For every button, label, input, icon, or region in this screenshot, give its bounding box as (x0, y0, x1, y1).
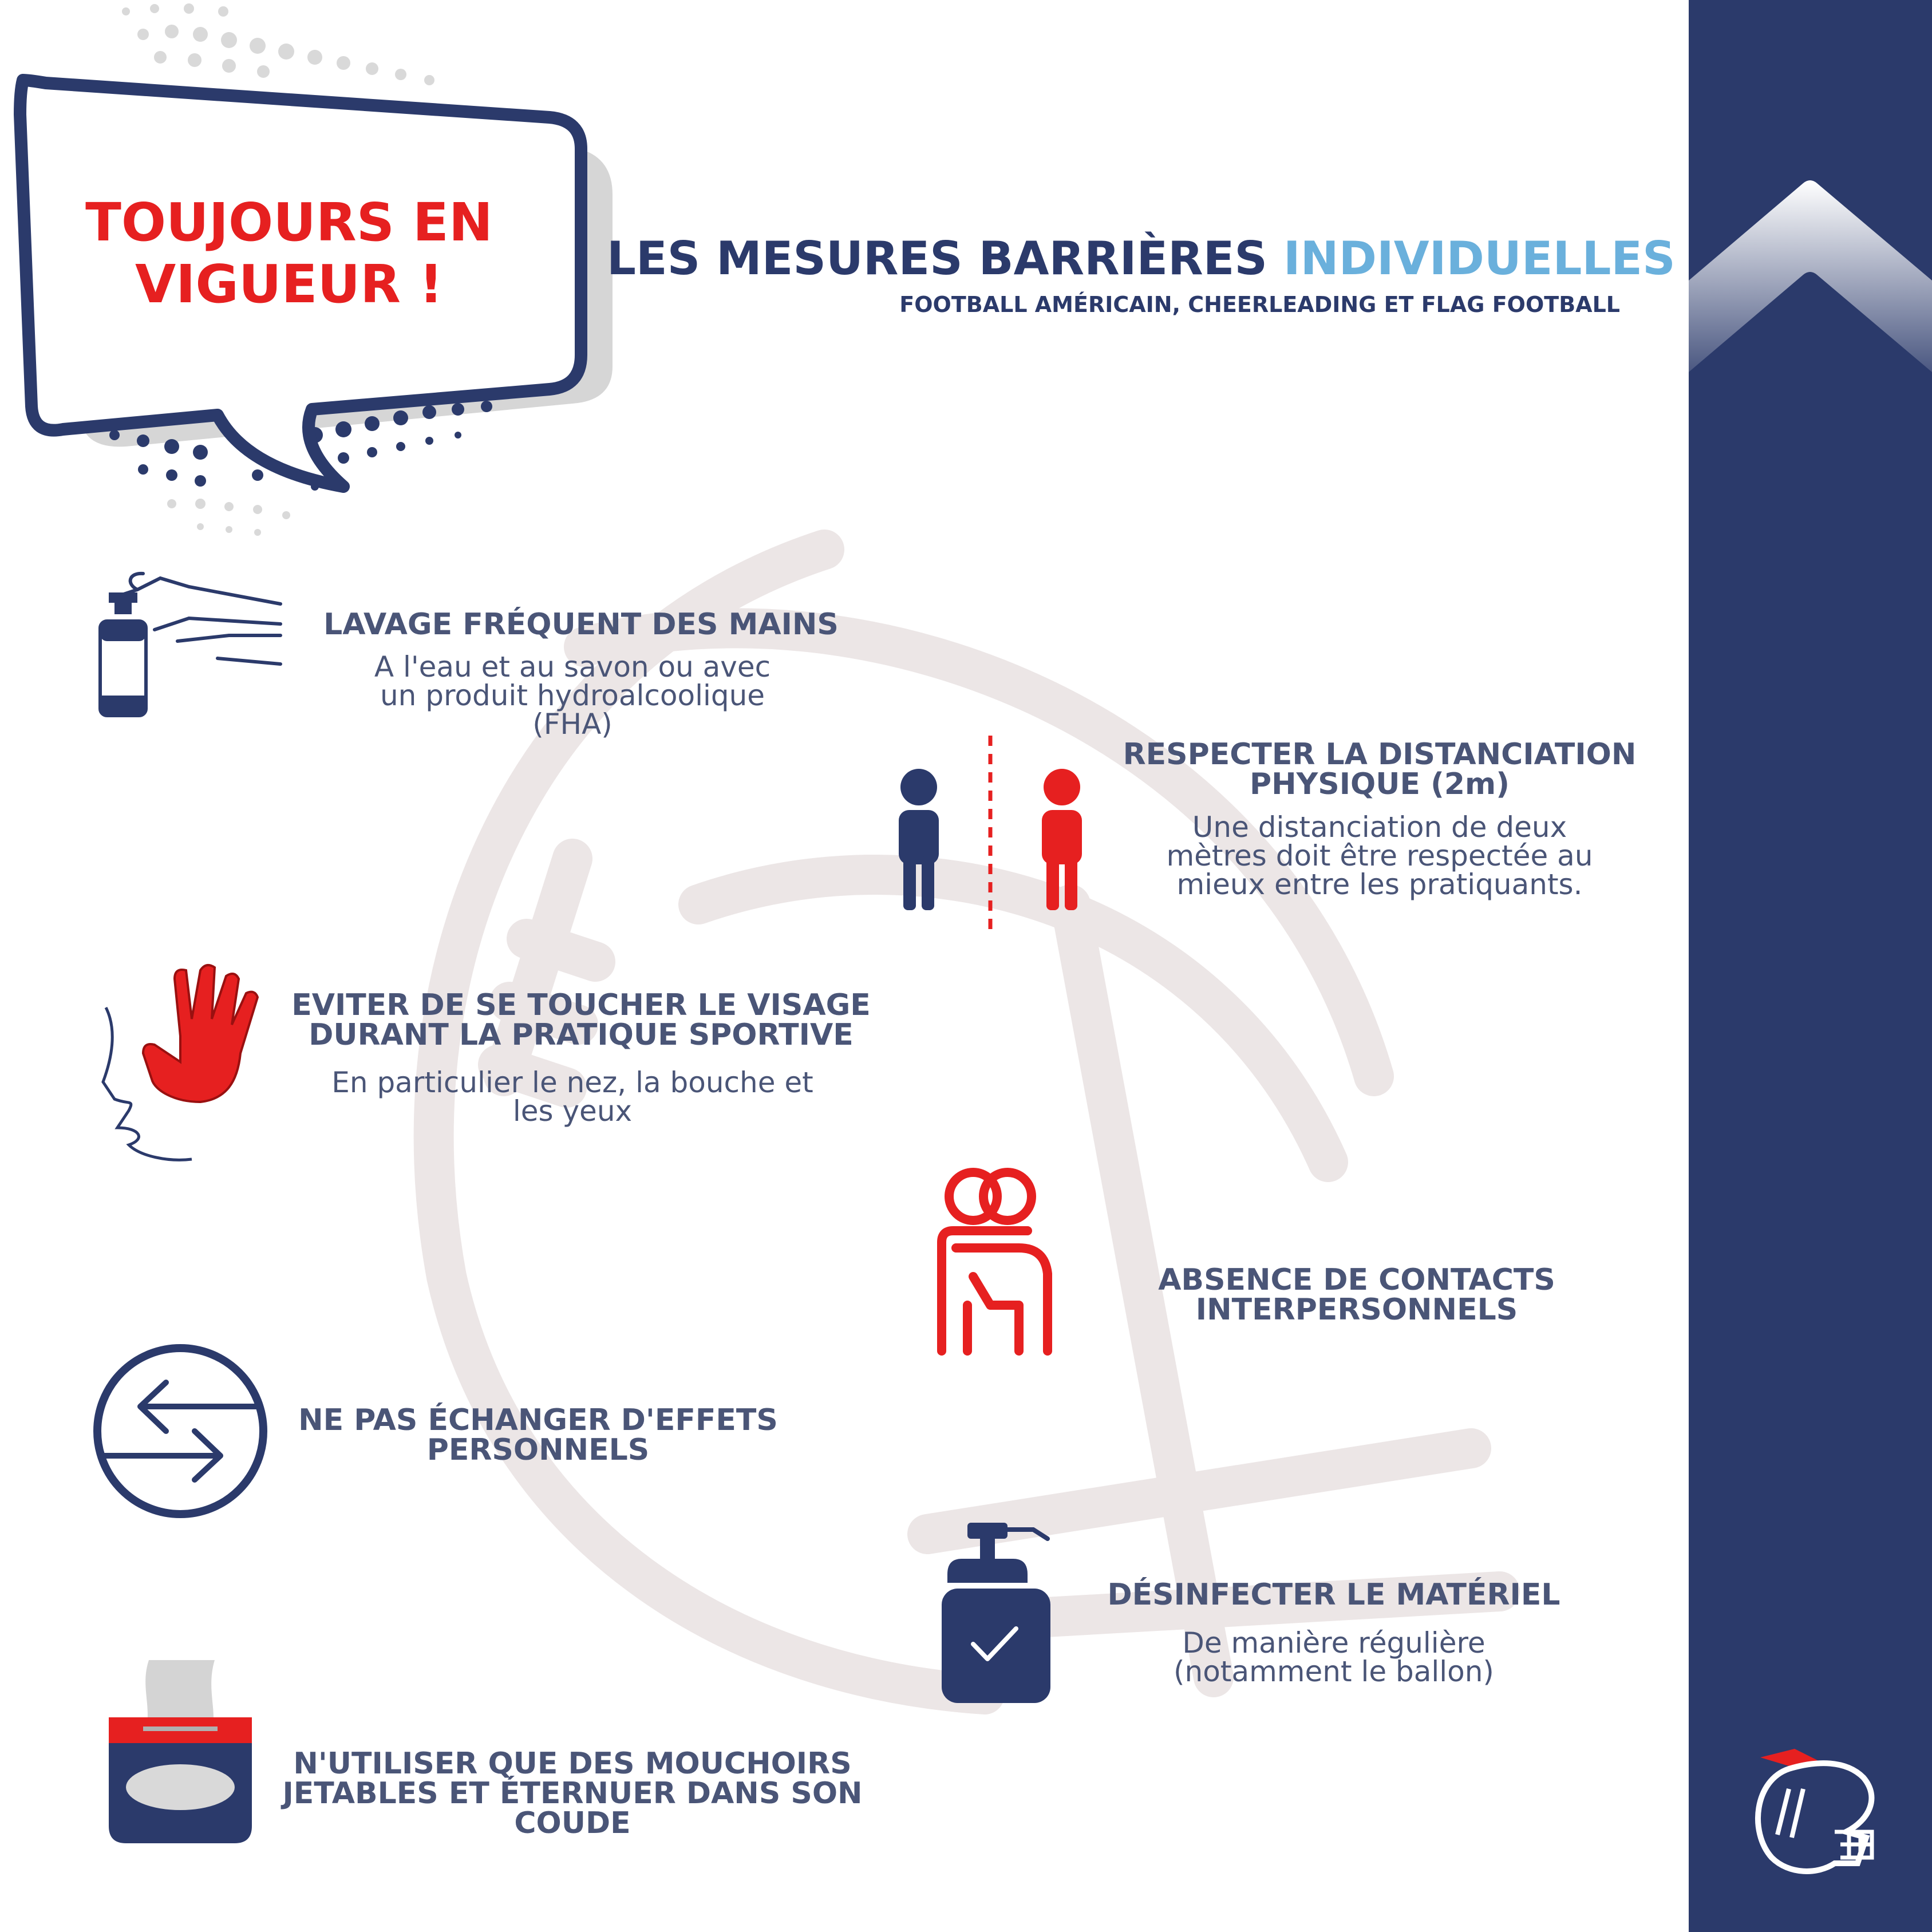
hand-sanitizer-icon (92, 567, 286, 727)
measure-7-title: N'UTILISER QUE DES MOUCHOIRS JETABLES ET ÉTERNUER DANS SON COUDE (282, 1747, 863, 1840)
tissue-box-icon (103, 1654, 258, 1849)
measure-5-title: NE PAS ÉCHANGER D'EFFETS PERSONNELS (298, 1403, 778, 1467)
measure-6-desc: De manière régulière (notamment le ballon) (1174, 1626, 1494, 1688)
measure-4-title: ABSENCE DE CONTACTS INTERPERSONNELS (1158, 1263, 1555, 1327)
measure-2-desc: Une distanciation de deux mètres doit être respectée au mieux entre les pratiquants. (1166, 811, 1593, 901)
bubble-text (69, 192, 509, 315)
disinfectant-bottle-icon (933, 1517, 1059, 1706)
bubble-line-2: VIGUEUR ! (135, 254, 444, 315)
measure-1-desc: A l'eau et au savon ou avec un produit hydroalcoolique (FHA) (374, 650, 771, 741)
measure-2-title: RESPECTER LA DISTANCIATION PHYSIQUE (2m) (1123, 737, 1637, 801)
no-contact-hug-icon (927, 1162, 1070, 1357)
measure-6-title: DÉSINFECTER LE MATÉRIEL (1107, 1578, 1560, 1612)
exchange-arrows-icon (92, 1342, 269, 1520)
distancing-people-icon (887, 730, 1099, 936)
measure-3-desc: En particulier le nez, la bouche et les yeux (331, 1066, 813, 1128)
title-main: LES MESURES BARRIÈRES (607, 232, 1268, 285)
bubble-line-1: TOUJOURS EN (85, 192, 493, 253)
title-accent: INDIVIDUELLES (1283, 232, 1676, 285)
page-title (607, 232, 1676, 285)
measure-3-title: EVITER DE SE TOUCHER LE VISAGE DURANT LA PRATIQUE SPORTIVE (291, 988, 871, 1052)
helmet-logo-icon (1749, 1735, 1886, 1878)
no-face-touch-icon (94, 962, 289, 1168)
chevron-up-icon (1689, 177, 1932, 406)
measure-1-title: LAVAGE FRÉQUENT DES MAINS (323, 607, 839, 642)
page-subtitle: FOOTBALL AMÉRICAIN, CHEERLEADING ET FLAG FOOTBALL (899, 292, 1620, 317)
